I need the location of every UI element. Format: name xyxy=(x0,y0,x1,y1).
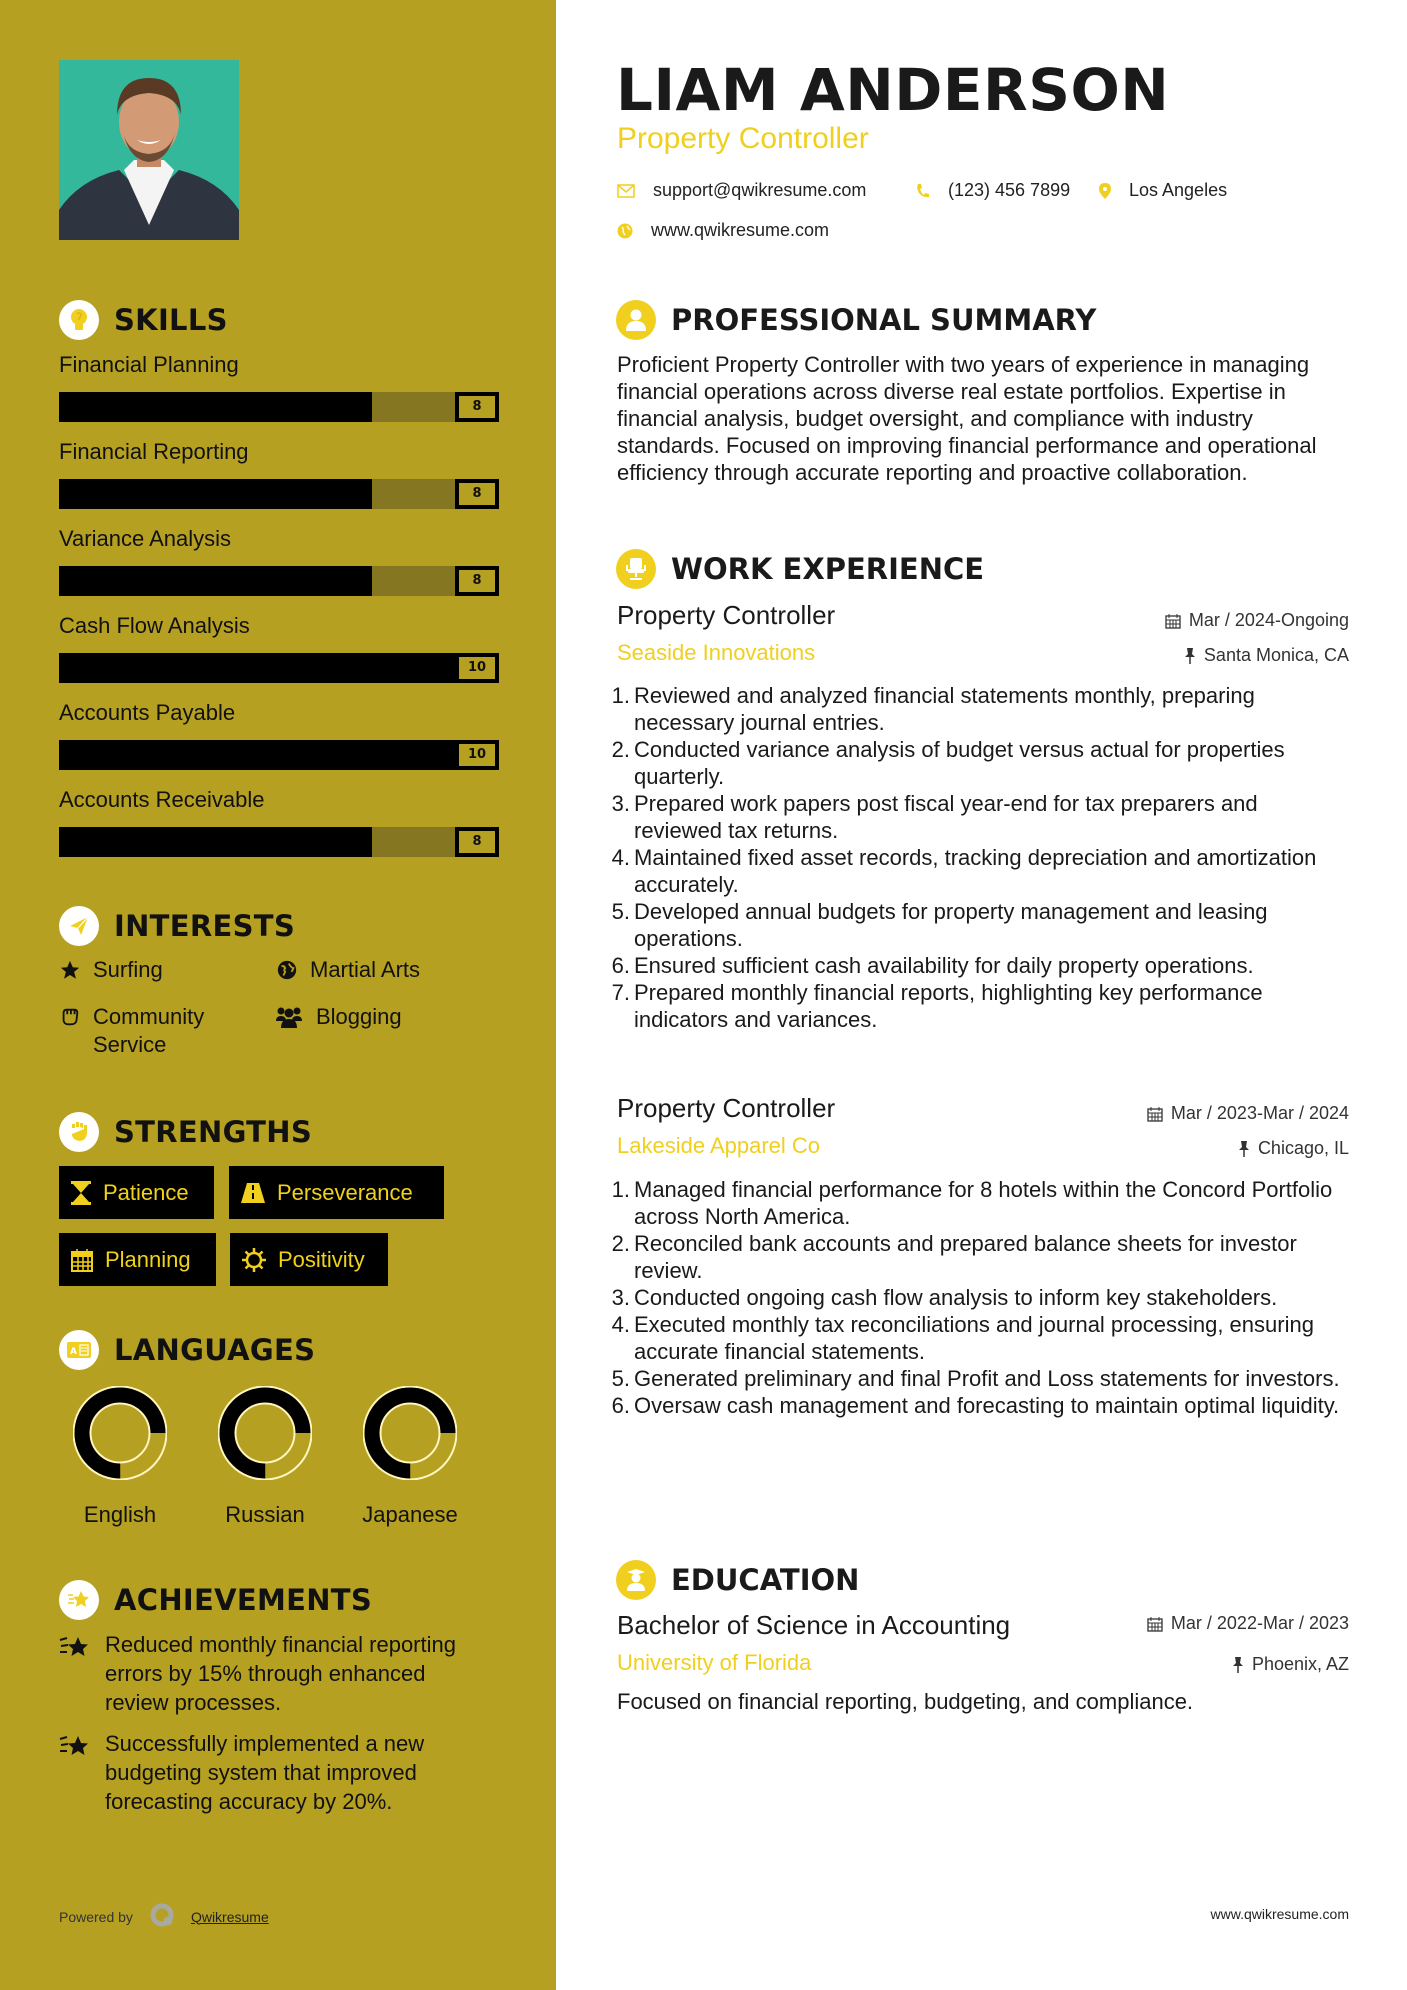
strength-label: Planning xyxy=(105,1246,191,1272)
skill-bar-fill xyxy=(59,479,372,509)
strength-label: Patience xyxy=(103,1179,189,1205)
skill-level-value: 8 xyxy=(455,479,499,509)
contact-email xyxy=(617,180,866,201)
strength-badge xyxy=(59,1233,216,1286)
phone-icon xyxy=(916,183,930,199)
job-bullet: 1. Managed financial performance for 8 hotels within the Concord Portfolio across North America. xyxy=(611,1177,1333,1229)
qwikresume-logo-icon xyxy=(149,1902,175,1931)
strength-badge xyxy=(59,1166,214,1219)
achievement-item xyxy=(59,1729,499,1816)
strengths-section-header xyxy=(59,1112,312,1152)
job-bullet: 5. Generated preliminary and final Profit and Loss statements for investors. xyxy=(611,1366,1340,1391)
interest-item xyxy=(276,1003,402,1031)
achievements-title: ACHIEVEMENTS xyxy=(114,1583,373,1617)
education-school: University of Florida xyxy=(617,1650,812,1675)
job-title: Property Controller xyxy=(617,1093,836,1123)
calendar-icon xyxy=(71,1248,93,1272)
language-label: Japanese xyxy=(362,1502,458,1527)
envelope-icon xyxy=(617,184,635,198)
skill-name: Financial Reporting xyxy=(59,439,249,464)
contact-phone xyxy=(916,180,1070,201)
skill-item xyxy=(59,698,499,770)
interest-label: Martial Arts xyxy=(310,957,421,982)
skill-bar xyxy=(59,479,499,509)
strength-label: Positivity xyxy=(278,1246,365,1272)
phone-text[interactable]: (123) 456 7899 xyxy=(948,180,1071,200)
interests-section-header xyxy=(59,906,295,946)
strengths-title: STRENGTHS xyxy=(114,1115,313,1149)
experience-title: WORK EXPERIENCE xyxy=(671,552,985,586)
powered-by-label: Powered by xyxy=(59,1908,133,1925)
languages-title: LANGUAGES xyxy=(114,1333,316,1367)
language-item xyxy=(65,1386,175,1528)
calendar-icon xyxy=(1147,1616,1163,1632)
job-bullet: 7. Prepared monthly financial reports, highlighting key performance indicators and variances. xyxy=(611,980,1263,1032)
profile-photo xyxy=(59,60,239,240)
job-bullet: 5. Developed annual budgets for property management and leasing operations. xyxy=(611,899,1268,951)
candidate-name: LIAM ANDERSON xyxy=(616,56,1170,124)
skill-level-value: 8 xyxy=(455,566,499,596)
interest-item xyxy=(59,1003,259,1059)
language-item xyxy=(210,1386,320,1528)
shooting-star-icon xyxy=(59,1729,105,1816)
strength-label: Perseverance xyxy=(277,1179,413,1205)
skill-bar-fill xyxy=(59,566,372,596)
contact-website xyxy=(617,220,829,241)
skill-bar xyxy=(59,566,499,596)
globe-icon xyxy=(276,956,310,981)
job-bullet: 3. Conducted ongoing cash flow analysis to inform key stakeholders. xyxy=(611,1285,1278,1310)
education-dates xyxy=(1147,1613,1349,1634)
interests-title: INTERESTS xyxy=(114,909,296,943)
skill-bar xyxy=(59,740,499,770)
qwikresume-link[interactable]: Qwikresume xyxy=(190,1908,269,1925)
job-company: Seaside Innovations xyxy=(617,640,816,665)
job-bullet: 6. Oversaw cash management and forecasting to maintain optimal liquidity. xyxy=(611,1393,1340,1418)
job-bullet: 3. Prepared work papers post fiscal year-end for tax preparers and reviewed tax returns. xyxy=(611,791,1258,843)
language-donut-chart xyxy=(218,1386,312,1480)
email-text[interactable]: support@qwikresume.com xyxy=(653,180,867,200)
education-section-header xyxy=(616,1560,859,1600)
skill-item xyxy=(59,524,499,596)
contact-location xyxy=(1099,180,1227,201)
person-photo-icon xyxy=(59,60,239,240)
interest-label: Blogging xyxy=(316,1004,402,1029)
skill-bar-fill xyxy=(59,392,372,422)
skill-bar xyxy=(59,392,499,422)
skill-bar-fill xyxy=(59,827,372,857)
sidebar xyxy=(0,0,556,1990)
skills-title: SKILLS xyxy=(114,303,228,337)
office-chair-icon xyxy=(616,549,656,589)
summary-text: Proficient Property Controller with two years of experience in managing financial operations across diverse real estate portfolios. Expertise in financial analysis, budget oversight, and compliance with industry standards. Focused on improving financial performance and operational efficiency through accurate reporting and proactive collaboration. xyxy=(617,352,1317,485)
globe-icon xyxy=(617,223,633,239)
skill-level-value: 8 xyxy=(455,392,499,422)
job-bullet: 4. Maintained fixed asset records, tracking depreciation and amortization accurately. xyxy=(611,845,1317,897)
language-label: Russian xyxy=(225,1502,305,1527)
strength-badge xyxy=(229,1166,444,1219)
language-item xyxy=(355,1386,465,1528)
skill-name: Financial Planning xyxy=(59,352,239,377)
language-card-icon xyxy=(59,1330,99,1370)
pushpin-icon xyxy=(1238,1141,1250,1157)
skill-item xyxy=(59,437,499,509)
hand-icon xyxy=(59,1003,93,1028)
user-icon xyxy=(616,300,656,340)
education-description: Focused on financial reporting, budgeting, and compliance. xyxy=(617,1689,1194,1714)
skill-item xyxy=(59,611,499,683)
skill-bar xyxy=(59,653,499,683)
interest-item xyxy=(59,956,163,984)
interest-label: Surfing xyxy=(93,957,163,982)
fist-icon xyxy=(59,1112,99,1152)
skill-name: Accounts Payable xyxy=(59,700,236,725)
summary-section-header xyxy=(616,300,1096,340)
svg-text:A: A xyxy=(70,1347,77,1357)
skill-name: Variance Analysis xyxy=(59,526,232,551)
job-location xyxy=(1184,645,1349,666)
job-location-text: Chicago, IL xyxy=(1257,1138,1349,1158)
skill-bar-fill xyxy=(59,740,499,770)
job-location-text: Santa Monica, CA xyxy=(1203,645,1349,665)
road-icon xyxy=(241,1183,265,1203)
language-label: English xyxy=(83,1502,157,1527)
education-degree: Bachelor of Science in Accounting xyxy=(617,1610,1011,1640)
job-dates-text: Mar / 2024-Ongoing xyxy=(1188,610,1349,630)
job-bullet: 6. Ensured sufficient cash availability for daily property operations. xyxy=(611,953,1254,978)
interest-item xyxy=(276,956,420,984)
achievement-text: Reduced monthly financial reporting errors by 15% through enhanced review processes. xyxy=(105,1632,456,1715)
education-title: EDUCATION xyxy=(671,1563,860,1597)
lightbulb-icon xyxy=(59,300,99,340)
website-text[interactable]: www.qwikresume.com xyxy=(651,220,830,240)
skill-name: Accounts Receivable xyxy=(59,787,265,812)
map-pin-icon xyxy=(1099,183,1111,199)
achievement-text: Successfully implemented a new budgeting system that improved forecasting accuracy by 20%. xyxy=(105,1731,425,1814)
skill-level-value: 8 xyxy=(455,827,499,857)
skill-level-value: 10 xyxy=(455,653,499,683)
skills-section-header xyxy=(59,300,228,340)
users-icon xyxy=(276,1003,316,1028)
skill-item xyxy=(59,350,499,422)
interest-label: Community Service xyxy=(93,1004,205,1057)
shooting-star-icon xyxy=(59,1580,99,1620)
location-text: Los Angeles xyxy=(1129,180,1228,200)
calendar-icon xyxy=(1165,613,1181,629)
main-content xyxy=(556,0,1407,1990)
strength-badge xyxy=(230,1233,388,1286)
candidate-role: Property Controller xyxy=(617,122,869,155)
job-responsibilities xyxy=(608,1176,1348,1419)
calendar-icon xyxy=(1147,1106,1163,1122)
graduate-icon xyxy=(616,1560,656,1600)
job-dates xyxy=(1147,1103,1349,1124)
job-company: Lakeside Apparel Co xyxy=(617,1133,821,1158)
job-bullet: 1. Reviewed and analyzed financial statements monthly, preparing necessary journal entries. xyxy=(611,683,1255,735)
achievements-section-header xyxy=(59,1580,372,1620)
sun-icon xyxy=(242,1248,266,1272)
education-location xyxy=(1232,1654,1349,1675)
skill-bar-fill xyxy=(59,653,499,683)
skill-bar xyxy=(59,827,499,857)
job-dates xyxy=(1165,610,1349,631)
footer-url[interactable]: www.qwikresume.com xyxy=(1210,1906,1349,1922)
education-location-text: Phoenix, AZ xyxy=(1251,1654,1349,1674)
achievement-item xyxy=(59,1630,499,1717)
experience-section-header xyxy=(616,549,984,589)
summary-title: PROFESSIONAL SUMMARY xyxy=(671,303,1097,337)
pushpin-icon xyxy=(1184,648,1196,664)
paper-plane-icon xyxy=(59,906,99,946)
job-dates-text: Mar / 2023-Mar / 2024 xyxy=(1170,1103,1349,1123)
shooting-star-icon xyxy=(59,1630,105,1717)
star-icon xyxy=(59,956,93,981)
job-responsibilities xyxy=(608,682,1348,1033)
education-dates-text: Mar / 2022-Mar / 2023 xyxy=(1170,1613,1349,1633)
skill-level-value: 10 xyxy=(455,740,499,770)
skill-name: Cash Flow Analysis xyxy=(59,613,250,638)
job-bullet: 2. Conducted variance analysis of budget versus actual for properties quarterly. xyxy=(611,737,1285,789)
language-donut-chart xyxy=(73,1386,167,1480)
skill-item xyxy=(59,785,499,857)
languages-section-header xyxy=(59,1330,315,1370)
job-bullet: 4. Executed monthly tax reconciliations and journal processing, ensuring accurate financial statements. xyxy=(611,1312,1314,1364)
language-donut-chart xyxy=(363,1386,457,1480)
pushpin-icon xyxy=(1232,1657,1244,1673)
job-location xyxy=(1238,1138,1349,1159)
job-bullet: 2. Reconciled bank accounts and prepared balance sheets for investor review. xyxy=(611,1231,1297,1283)
hourglass-icon xyxy=(71,1181,91,1205)
job-title: Property Controller xyxy=(617,600,836,630)
powered-by xyxy=(59,1902,269,1931)
